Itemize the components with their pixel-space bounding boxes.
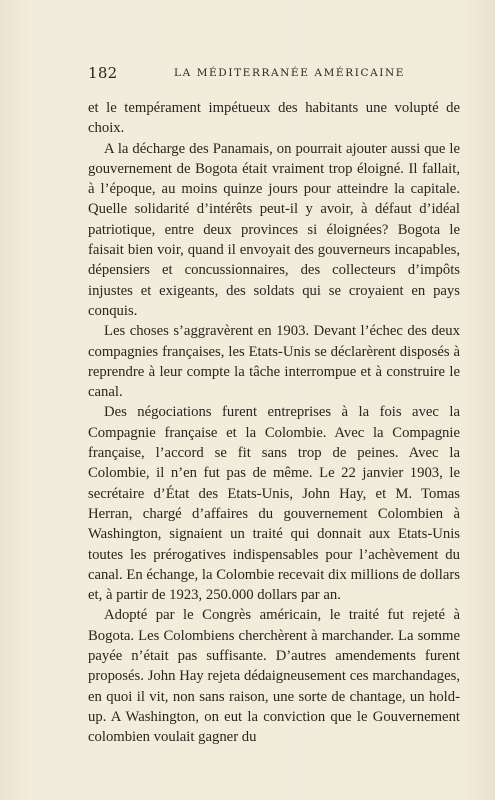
running-title: LA MÉDITERRANÉE AMÉRICAINE [174,67,406,79]
paragraph: Des négociations furent entreprises à la fois avec la Compagnie française et la Colombie. Avec la Compagnie française, l’accord se fit sans trop de peines. Avec la Colombie, il n’en fut pas de même. Le 22 janvier 1903, le secrétaire d’État des Etats-Unis, John Hay, et M. Tomas Herran, chargé d’affaires du gouvernement Colombien à Washington, signaient un traité qui donnait aux Etats-Unis toutes les prérogatives indispensables pour l’achèvement du canal. En échange, la Colombie recevait dix millions de dollars et, à partir de 1923, 250.000 dollars par an. [88,404,460,604]
body-text [88,98,460,748]
paragraph-continued: et le tempérament impétueux des habitants une volupté de choix. [88,100,460,137]
page-header [88,64,460,86]
paragraph: Les choses s’aggravèrent en 1903. Devant l’échec des deux compagnies françaises, les Etats-Unis se déclarèrent disposés à reprendre à leur compte la tâche interrompue et à construire le canal. [88,323,460,401]
page-number: 182 [88,64,118,82]
paragraph: A la décharge des Panamais, on pourrait ajouter aussi que le gouvernement de Bogota était vraiment trop éloigné. Il fallait, à l’époque, au moins quinze jours pour atteindre la capitale. Quelle solidarité d’intérêts peut-il y avoir, à défaut d’idéal patriotique, entre deux provinces si éloignées? Bogota le faisait bien voir, quand il envoyait des gouverneurs incapables, dépensiers et concussionnaires, des collecteurs d’impôts injustes et exigeants, des soldats qui se croyaient en pays conquis. [88,140,460,319]
paragraph: Adopté par le Congrès américain, le traité fut rejeté à Bogota. Les Colombiens cherchèrent à marchander. La somme payée n’était pas suffisante. D’autres amendements furent proposés. John Hay rejeta dédaigneusement ces marchandages, en quoi il vit, non sans raison, une sorte de chantage, un hold-up. A Washington, on eut la conviction que le Gouvernement colombien voulait gagner du [88,607,460,746]
